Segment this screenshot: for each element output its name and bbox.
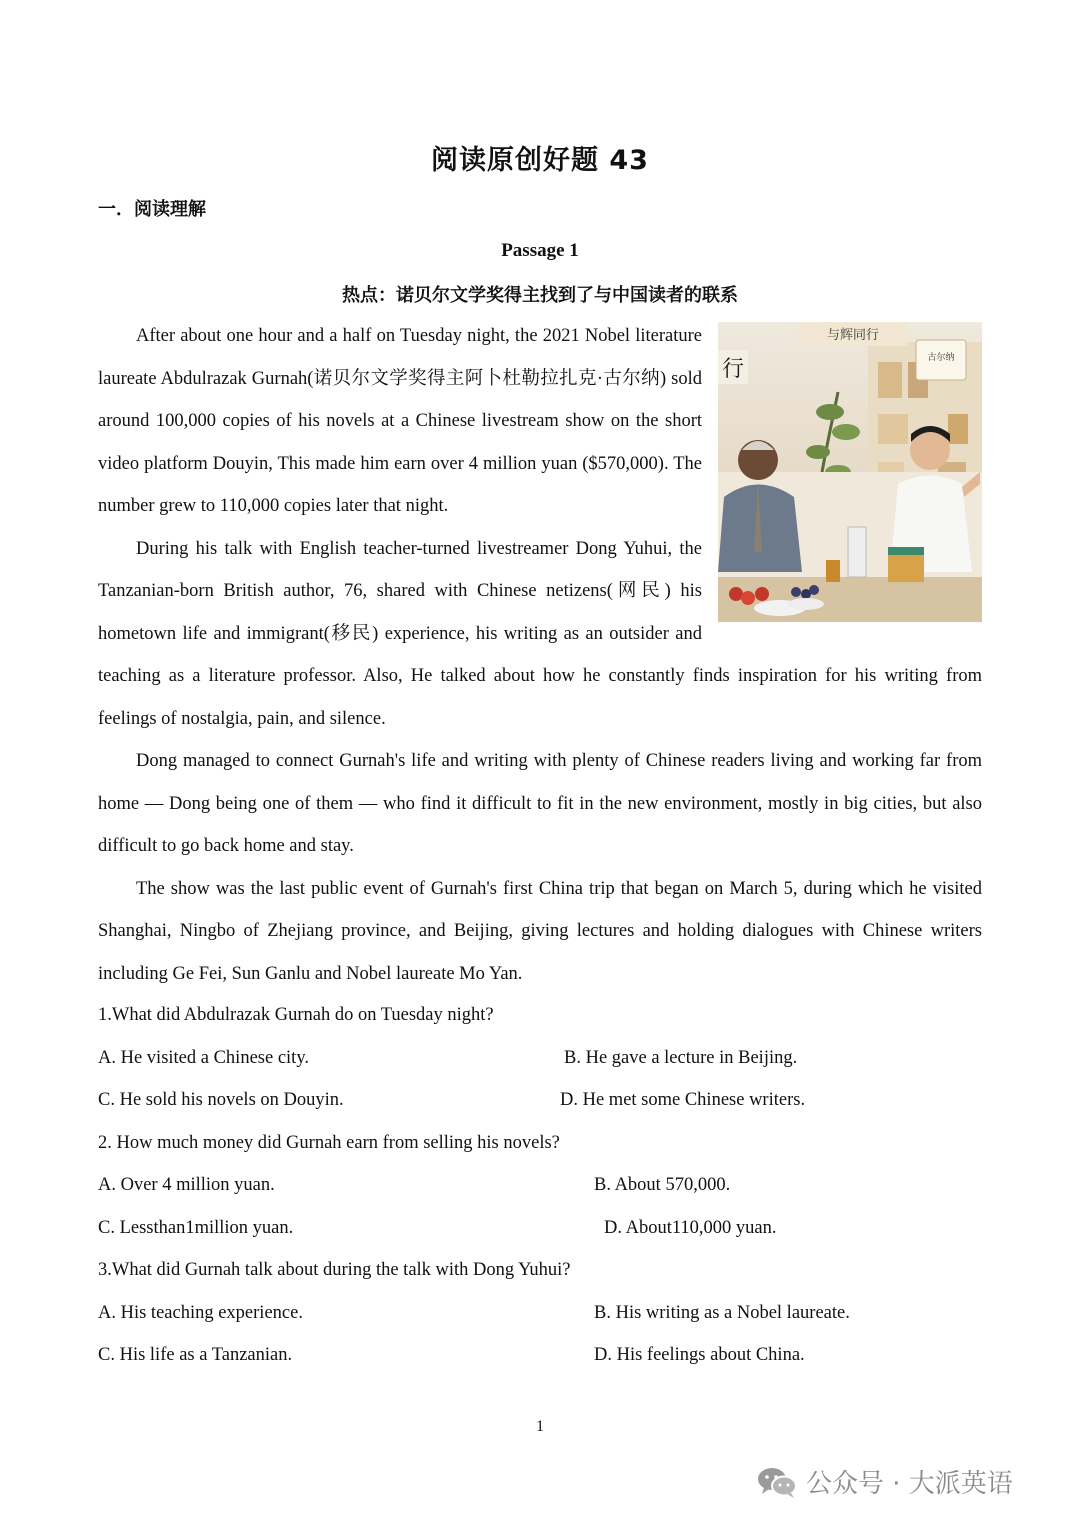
option-row bbox=[98, 1037, 982, 1080]
question-stem: 1.What did Abdulrazak Gurnah do on Tuesday night? bbox=[98, 1005, 494, 1025]
option-c: C. His life as a Tanzanian. bbox=[98, 1345, 293, 1365]
option-d: D. He met some Chinese writers. bbox=[560, 1090, 806, 1110]
paragraph-4: The show was the last public event of Gurnah's first China trip that began on March 5, during which he visited Shanghai, Ningbo of Zhejiang province, and Beijing, giving lectures and holding dialogues with Chinese writers including Ge Fei, Sun Ganlu and Nobel laureate Mo Yan. bbox=[98, 878, 982, 984]
option-c: C. Lessthan1million yuan. bbox=[98, 1217, 294, 1238]
section-heading: 一．阅读理解 bbox=[98, 199, 206, 220]
livestream-photo-illustration bbox=[718, 322, 982, 622]
option-a: A. Over 4 million yuan. bbox=[98, 1175, 275, 1195]
document-title: 阅读原创好题 43 bbox=[431, 145, 649, 176]
option-row bbox=[98, 1334, 982, 1377]
passage-body bbox=[98, 315, 982, 995]
question-stem: 2. How much money did Gurnah earn from selling his novels? bbox=[98, 1132, 560, 1153]
option-a: A. His teaching experience. bbox=[98, 1302, 303, 1323]
option-row bbox=[98, 1207, 982, 1250]
option-c: C. He sold his novels on Douyin. bbox=[98, 1090, 344, 1110]
badge-text: 古尔纳 bbox=[927, 353, 955, 363]
banner-text: 与辉同行 bbox=[826, 328, 880, 343]
paragraph-2: During his talk with English teacher-turned livestreamer Dong Yuhui, the Tanzanian-born British author, 76, shared with Chinese netizens(网民) his hometown life and immigrant(移民) experience, his writing as an outsider and teaching as a literature professor. Also, He talked about how he constantly finds inspiration for his writing from feelings of nostalgia, pain, and silence. bbox=[98, 538, 982, 729]
option-row bbox=[98, 1164, 982, 1207]
wechat-watermark bbox=[756, 1463, 1013, 1500]
hot-topic-heading: 热点：诺贝尔文学奖得主找到了与中国读者的联系 bbox=[342, 285, 738, 306]
option-b: B. His writing as a Nobel laureate. bbox=[594, 1302, 850, 1323]
wechat-icon bbox=[756, 1465, 798, 1499]
option-b: B. He gave a lecture in Beijing. bbox=[564, 1047, 798, 1068]
left-sign-text: 行 bbox=[721, 357, 745, 382]
passage-title: Passage 1 bbox=[501, 240, 579, 261]
paragraph-3: Dong managed to connect Gurnah's life and writing with plenty of Chinese readers living and working far from home — Dong being one of them — who find it difficult to fit in the new environment, mostly in big cities, but also difficult to go back home and stay. bbox=[98, 751, 982, 856]
option-a: A. He visited a Chinese city. bbox=[98, 1047, 309, 1068]
livestream-photo bbox=[718, 322, 982, 622]
option-b: B. About 570,000. bbox=[594, 1175, 731, 1195]
question-list bbox=[98, 994, 982, 1377]
page-number: 1 bbox=[536, 1418, 544, 1435]
option-d: D. His feelings about China. bbox=[594, 1345, 805, 1365]
watermark-text: 公众号 · 大派英语 bbox=[806, 1469, 1013, 1499]
option-row bbox=[98, 1079, 982, 1122]
option-row bbox=[98, 1292, 982, 1335]
option-d: D. About110,000 yuan. bbox=[604, 1217, 777, 1238]
question-stem: 3.What did Gurnah talk about during the talk with Dong Yuhui? bbox=[98, 1260, 571, 1280]
paragraph-1: After about one hour and a half on Tuesday night, the 2021 Nobel literature laureate Abdulrazak Gurnah(诺贝尔文学奖得主阿卜杜勒拉扎克·古尔纳) sold around 100,000 copies of his novels at a Chinese livestream show on the short video platform Douyin, This made him earn over 4 million yuan ($570,000). The number grew to 110,000 copies later that night. bbox=[98, 326, 702, 516]
